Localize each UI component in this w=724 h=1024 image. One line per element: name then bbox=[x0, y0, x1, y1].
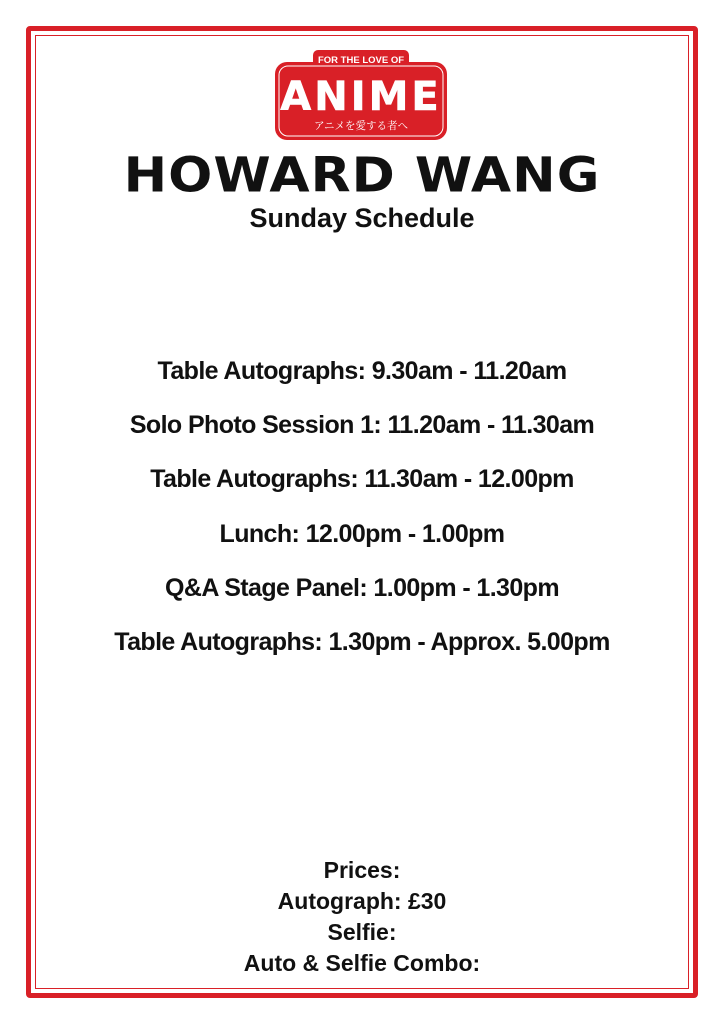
logo-top-text: FOR THE LOVE OF bbox=[317, 55, 405, 66]
logo-main-text: ANIME bbox=[280, 74, 442, 120]
price-autograph: Autograph: £30 bbox=[277, 888, 447, 914]
page-subtitle: Sunday Schedule bbox=[249, 203, 475, 233]
prices-section bbox=[0, 855, 724, 979]
schedule-item: Q&A Stage Panel: 1.00pm - 1.30pm bbox=[165, 573, 559, 602]
price-selfie: Selfie: bbox=[327, 919, 397, 945]
schedule-item: Solo Photo Session 1: 11.20am - 11.30am bbox=[129, 411, 595, 440]
page-title: HOWARD WANG bbox=[123, 148, 601, 204]
schedule-list bbox=[0, 349, 724, 674]
prices-heading: Prices: bbox=[323, 857, 401, 883]
schedule-item: Table Autographs: 9.30am - 11.20am bbox=[157, 357, 567, 385]
for-the-love-of-anime-logo bbox=[271, 46, 451, 144]
schedule-item: Table Autographs: 11.30am - 12.00pm bbox=[150, 465, 574, 494]
logo-japanese-text: アニメを愛する者へ bbox=[314, 120, 408, 132]
price-combo: Auto & Selfie Combo: bbox=[243, 950, 481, 976]
schedule-item: Lunch: 12.00pm - 1.00pm bbox=[219, 519, 505, 548]
schedule-item: Table Autographs: 1.30pm - Approx. 5.00pm bbox=[114, 627, 610, 656]
